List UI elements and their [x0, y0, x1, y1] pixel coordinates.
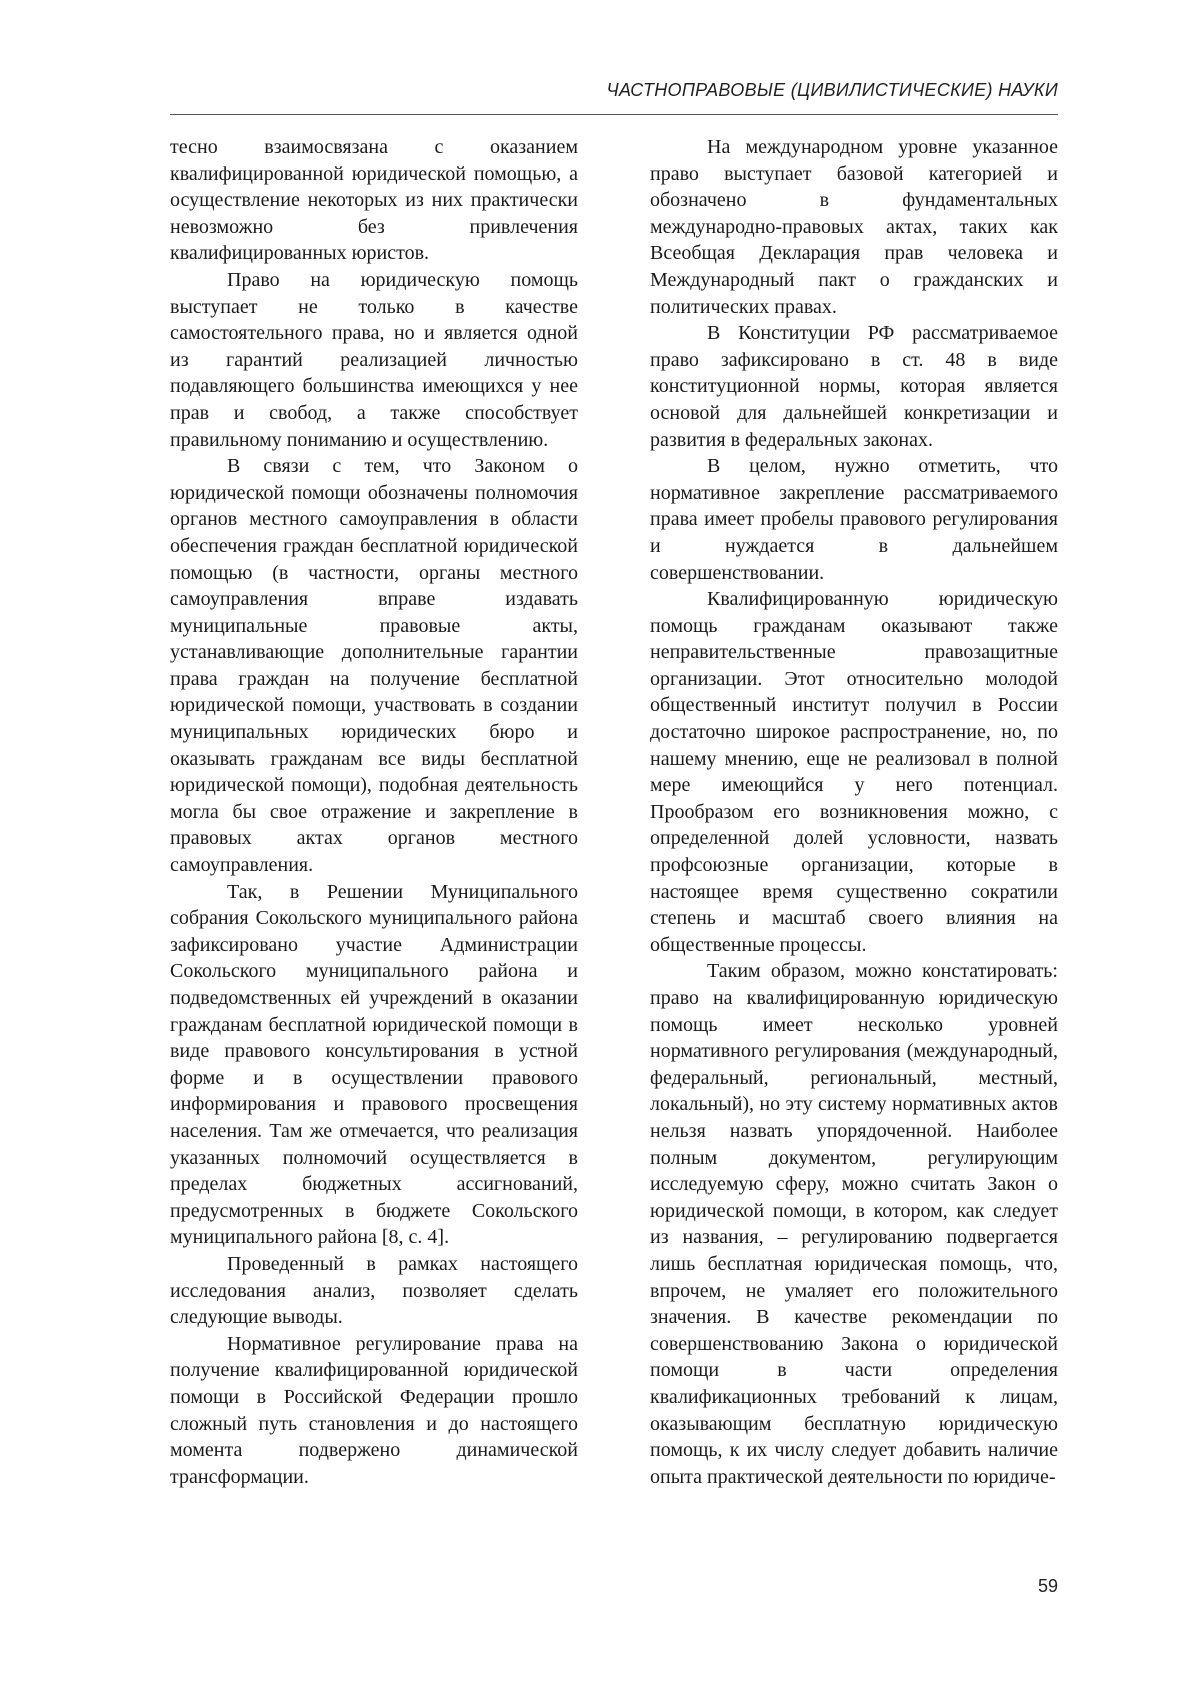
left-text-column	[170, 134, 578, 1490]
paragraph: Так, в Решении Муниципального собрания Сокольского муниципального района зафиксировано участие Администрации Сокольского муниципального района и подведомственных ей учреждений в оказании гражданам бесплатной юридической помощи в виде правового консультирования в устной форме и в осуществлении правового информирования и правового просвещения населения. Там же отмечается, что реализация указанных полномочий осуществляется в пределах бюджетных ассигнований, предусмотренных в бюджете Сокольского муниципального района [8, с. 4].	[170, 880, 578, 1249]
paragraph: Квалифицированную юридическую помощь гражданам оказывают также неправительственные правозащитные организации. Этот относительно молодой общественный институт получил в России достаточно широкое распространение, но, по нашему мнению, еще не реализовал в полной мере имеющийся у него потенциал. Прообразом его возникновения можно, с определенной долей условности, назвать профсоюзные организации, которые в настоящее время существенно сократили степень и масштаб своего влияния на общественные процессы.	[650, 588, 1058, 956]
paragraph-continued: тесно взаимосвязана с оказанием квалифицированной юридической помощью, а осуществление некоторых из них практически невозможно без привлечения квалифицированных юристов.	[170, 136, 578, 265]
paragraph: Проведенный в рамках настоящего исследования анализ, позволяет сделать следующие выводы.	[170, 1252, 578, 1329]
paragraph: В связи с тем, что Законом о юридической помощи обозначены полномочия органов местного самоуправления в области обеспечения граждан бесплатной юридической помощью (в частности, органы местного самоуправления вправе издавать муниципальные правовые акты, устанавливающие дополнительные гарантии права граждан на получение бесплатной юридической помощи, участвовать в создании муниципальных юридических бюро и оказывать гражданам все виды бесплатной юридической помощи), подобная деятельность могла бы свое отражение и закрепление в правовых актах органов местного самоуправления.	[170, 455, 578, 877]
paragraph: В целом, нужно отметить, что нормативное закрепление рассматриваемого права имеет пробелы правового регулирования и нуждается в дальнейшем совершенствовании.	[650, 455, 1058, 584]
running-header-section-title: ЧАСТНОПРАВОВЫЕ (ЦИВИЛИСТИЧЕСКИЕ) НАУКИ	[606, 80, 1058, 100]
paragraph: На международном уровне указанное право выступает базовой категорией и обозначено в фундаментальных международно-правовых актах, таких как Всеобщая Декларация прав человека и Международный пакт о гражданских и политических правах.	[650, 136, 1058, 318]
paragraph: Право на юридическую помощь выступает не только в качестве самостоятельного права, но и является одной из гарантий реализацией личностью подавляющего большинства имеющихся у нее прав и свобод, а также способствует правильному пониманию и осуществлению.	[170, 268, 578, 451]
paragraph: Таким образом, можно констатировать: право на квалифицированную юридическую помощь имеет несколько уровней нормативного регулирования (международный, федеральный, региональный, местный, локальный), но эту систему нормативных актов нельзя назвать упорядоченной. Наиболее полным документом, регулирующим исследуемую сферу, можно считать Закон о юридической помощи, в котором, как следует из названия, – регулированию подвергается лишь бесплатная юридическая помощь, что, впрочем, не умаляет его положительного значения. В качестве рекомендации по совершенствованию Закона о юридической помощи в части определения квалификационных требований к лицам, оказывающим бесплатную юридическую помощь, к их числу следует добавить наличие опыта практической деятельности по юридиче-	[650, 960, 1058, 1488]
right-text-column	[650, 134, 1058, 1490]
page-number: 59	[1037, 1576, 1058, 1596]
paragraph: Нормативное регулирование права на получение квалифицированной юридической помощи в Российской Федерации прошло сложный путь становления и до настоящего момента подвержено динамической трансформации.	[170, 1332, 578, 1488]
paragraph: В Конституции РФ рассматриваемое право зафиксировано в ст. 48 в виде конституционной нормы, которая является основой для дальнейшей конкретизации и развития в федеральных законах.	[650, 322, 1058, 451]
header-divider	[170, 114, 1058, 115]
